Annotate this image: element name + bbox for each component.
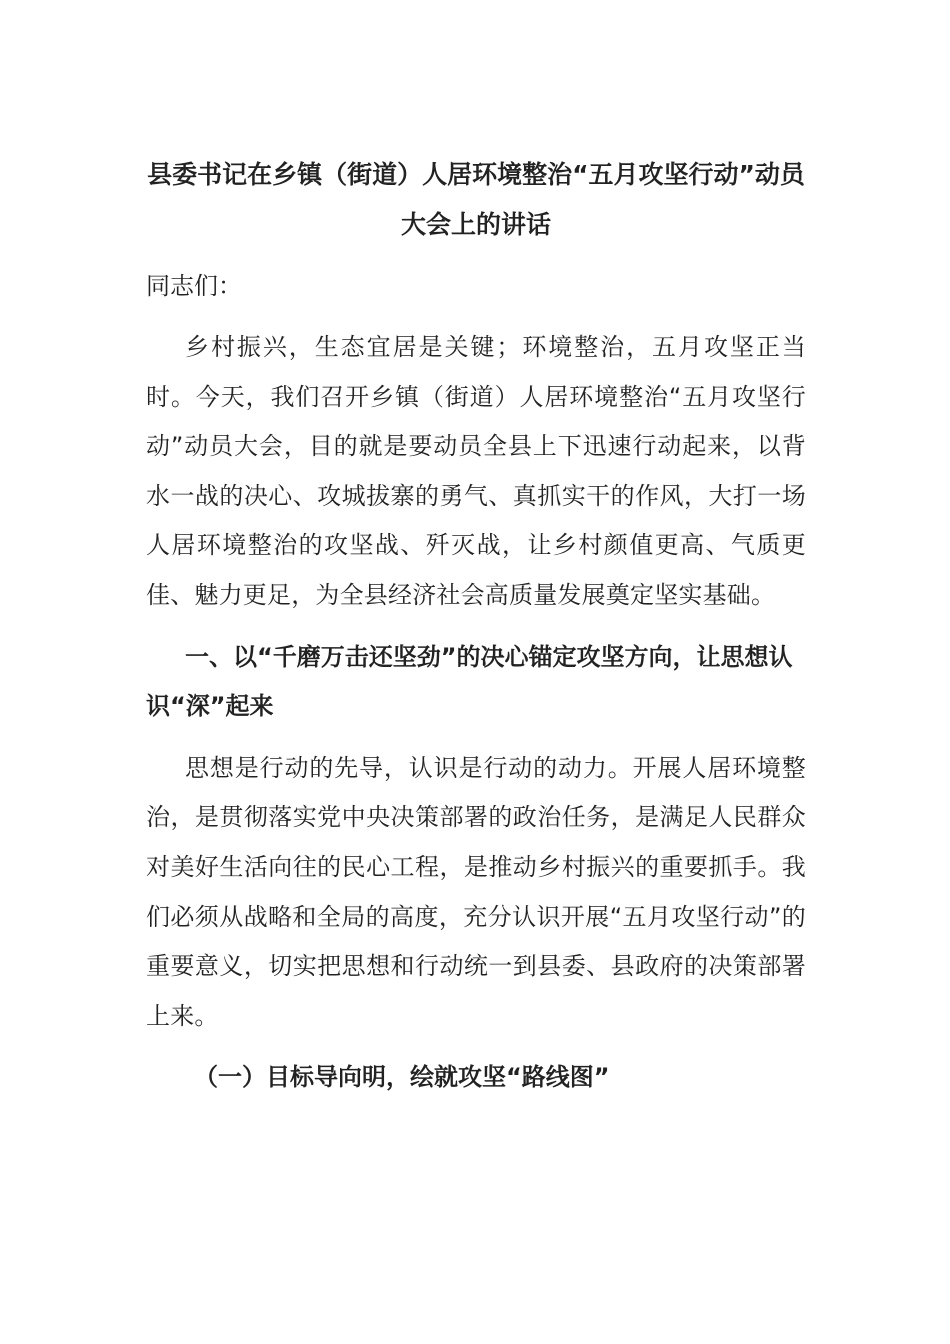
- intro-paragraph: 乡村振兴，生态宜居是关键；环境整治，五月攻坚正当时。今天，我们召开乡镇（街道）人居环境整治“五月攻坚行动”动员大会，目的就是要动员全县上下迅速行动起来，以背水一战的决心、攻城拔寨的勇气、真抓实干的作风，大打一场人居环境整治的攻坚战、歼灭战，让乡村颜值更高、气质更佳、魅力更足，为全县经济社会高质量发展奠定坚实基础。: [146, 333, 806, 609]
- section-heading-1: 一、以“千磨万击还坚劲”的决心锚定攻坚方向，让思想认识“深”起来: [146, 642, 793, 721]
- document-body: [146, 150, 806, 1103]
- subsection-heading-1: （一）目标导向明，绘就攻坚“路线图”: [194, 1063, 610, 1092]
- document-title: 县委书记在乡镇（街道）人居环境整治“五月攻坚行动”动员大会上的讲话: [147, 160, 805, 239]
- greeting: 同志们：: [146, 272, 242, 300]
- section-1-paragraph: 思想是行动的先导，认识是行动的动力。开展人居环境整治，是贯彻落实党中央决策部署的政治任务，是满足人民群众对美好生活向往的民心工程，是推动乡村振兴的重要抓手。我们必须从战略和全局的高度，充分认识开展“五月攻坚行动”的重要意义，切实把思想和行动统一到县委、县政府的决策部署上来。: [146, 753, 806, 1030]
